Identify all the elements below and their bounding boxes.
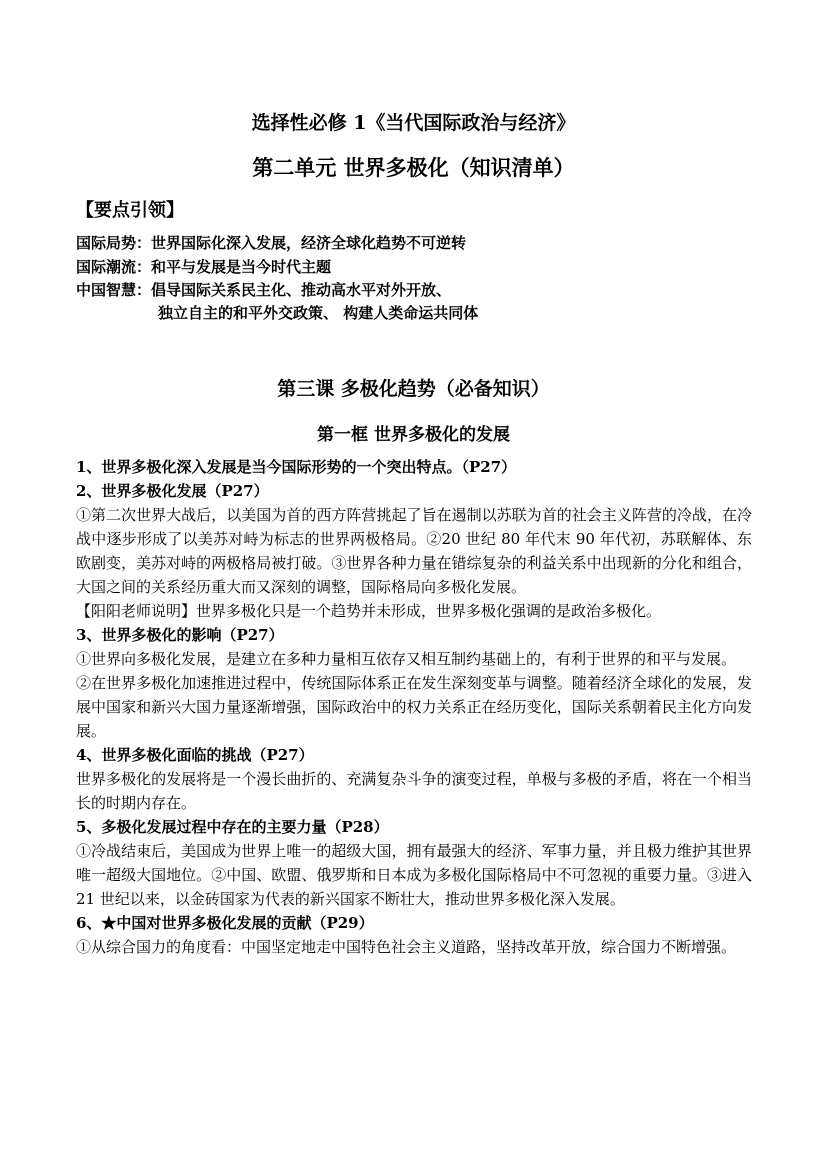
unit-title: 第二单元 世界多极化（知识清单） xyxy=(252,155,575,180)
section-heading: 5、多极化发展过程中存在的主要力量（P28） xyxy=(76,818,389,836)
section-heading: 2、世界多极化发展（P27） xyxy=(76,482,269,500)
key-point-line: 国际局势：世界国际化深入发展，经济全球化趋势不可逆转 xyxy=(76,234,467,252)
document-title: 选择性必修 1《当代国际政治与经济》 xyxy=(251,112,576,134)
section-paragraph: ①从综合国力的角度看：中国坚定地走中国特色社会主义道路，坚持改革开放，综合国力不断增强。 xyxy=(76,938,737,956)
key-point-line: 国际潮流：和平与发展是当今时代主题 xyxy=(76,258,332,276)
key-point-line: 中国智慧：倡导国际关系民主化、推动高水平对外开放、 xyxy=(76,281,452,299)
section-paragraph: 世界多极化的发展将是一个漫长曲折的、充满复杂斗争的演变过程，单极与多极的矛盾，将在一个相当长的时期内存在。 xyxy=(76,770,752,812)
section-heading: 6、★中国对世界多极化发展的贡献（P29） xyxy=(76,914,374,932)
section-paragraph: ①冷战结束后，美国成为世界上唯一的超级大国，拥有最强大的经济、军事力量，并且极力维护其世界唯一超级大国地位。②中国、欧盟、俄罗斯和日本成为多极化国际格局中不可忽视的重要力量。③进入 21 世纪以来，以金砖国家为代表的新兴国家不断壮大，推动世界多极化深入发展。 xyxy=(76,842,752,908)
section-paragraph: ①世界向多极化发展，是建立在多种力量相互依存又相互制约基础上的，有利于世界的和平与发展。 xyxy=(76,650,737,668)
key-points-heading: 【要点引领】 xyxy=(76,200,184,221)
key-point-line: 独立自主的和平外交政策、 构建人类命运共同体 xyxy=(158,304,479,322)
teacher-note: 【阳阳老师说明】世界多极化只是一个趋势并未形成，世界多极化强调的是政治多极化。 xyxy=(76,602,662,620)
section-paragraph: ①第二次世界大战后，以美国为首的西方阵营挑起了旨在遏制以苏联为首的社会主义阵营的冷战，在冷战中逐步形成了以美苏对峙为标志的世界两极格局。②20 世纪 80 年代末 90 年代初，苏联解体、东欧剧变，美苏对峙的两极格局被打破。③世界各种力量在错综复杂的利益关系中出现新的分化和组合，大国之间的关系经历重大而又深刻的调整，国际格局向多极化发展。 xyxy=(76,506,752,596)
section-paragraph: ②在世界多极化加速推进过程中，传统国际体系正在发生深刻变革与调整。随着经济全球化的发展，发展中国家和新兴大国力量逐渐增强，国际政治中的权力关系正在经历变化，国际关系朝着民主化方向发展。 xyxy=(76,674,752,740)
lesson-title: 第三课 多极化趋势（必备知识） xyxy=(277,378,550,400)
knowledge-content xyxy=(76,455,752,959)
section-heading: 1、世界多极化深入发展是当今国际形势的一个突出特点。（P27） xyxy=(76,458,517,476)
section-heading: 4、世界多极化面临的挑战（P27） xyxy=(76,746,314,764)
frame-title: 第一框 世界多极化的发展 xyxy=(317,425,510,445)
section-heading: 3、世界多极化的影响（P27） xyxy=(76,626,284,644)
